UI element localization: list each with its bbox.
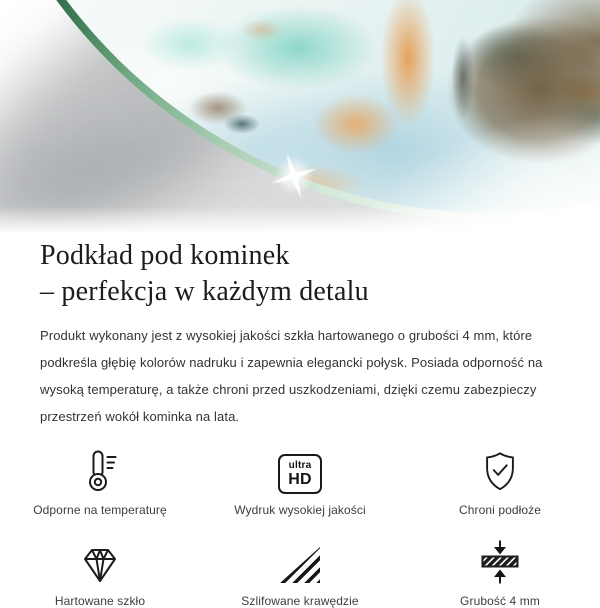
- page-title: [40, 238, 560, 310]
- feature-label: Hartowane szkło: [54, 594, 146, 608]
- diamond-icon: [77, 537, 123, 585]
- product-photo: [0, 0, 600, 232]
- feature-label: Szlifowane krawędzie: [241, 594, 359, 608]
- feature-label: Odporne na temperaturę: [33, 503, 167, 517]
- feature-grid: [0, 446, 600, 608]
- polished-edges-icon: [280, 537, 320, 585]
- page-title-line2: – perfekcja w każdym detalu: [40, 276, 369, 307]
- feature-temperature-resistant: [0, 446, 200, 517]
- page-title-line1: Podkład pod kominek: [40, 240, 290, 271]
- shield-check-icon: [478, 446, 522, 494]
- ultra-hd-icon: [278, 446, 322, 494]
- feature-polished-edges: [200, 537, 400, 608]
- feature-label: Wydruk wysokiej jakości: [234, 503, 366, 517]
- feature-protects-floor: [400, 446, 600, 517]
- feature-label: Chroni podłoże: [458, 503, 542, 517]
- feature-tempered-glass: [0, 537, 200, 608]
- feature-thickness: [400, 537, 600, 608]
- ultra-hd-badge-bottom: HD: [288, 470, 312, 488]
- ultra-hd-badge-top: ultra: [288, 459, 312, 471]
- thickness-icon: [478, 537, 522, 585]
- feature-label: Grubość 4 mm: [460, 594, 540, 608]
- feature-print-quality: [200, 446, 400, 517]
- product-description: Produkt wykonany jest z wysokiej jakości szkła hartowanego o grubości 4 mm, które podkreśla głębię kolorów nadruku i zapewnia elegancki połysk. Posiada odporność na wysoką temperaturę, a także chroni przed uszkodzeniami, dzięki czemu zabezpieczy przestrzeń wokół kominka na lata.: [40, 328, 543, 424]
- thermometer-icon: [78, 446, 122, 494]
